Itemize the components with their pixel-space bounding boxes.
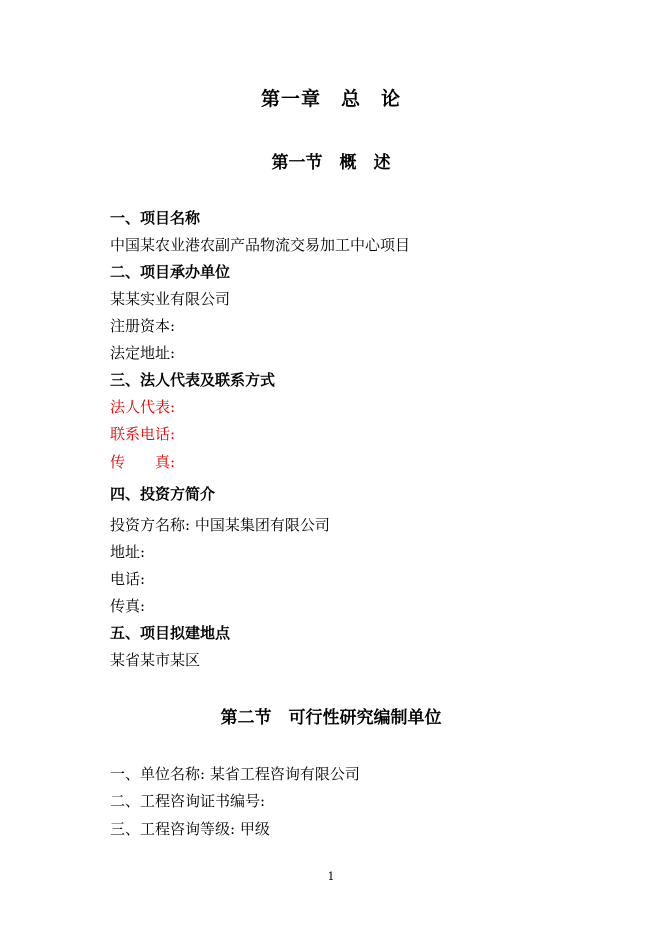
undertaker-name: 某某实业有限公司 — [110, 290, 231, 308]
chapter-title: 第一章 总 论 — [260, 88, 401, 110]
heading-legal-rep: 三、法人代表及联系方式 — [110, 371, 276, 389]
investor-fax: 传真: — [110, 597, 146, 615]
heading-investor: 四、投资方简介 — [110, 485, 216, 503]
compiler-unit-name: 一、单位名称: 某省工程咨询有限公司 — [110, 765, 360, 783]
fax-field: 传 真: — [110, 453, 176, 471]
heading-site: 五、项目拟建地点 — [110, 624, 231, 642]
compiler-grade: 三、工程咨询等级: 甲级 — [110, 820, 270, 838]
site-value: 某省某市某区 — [110, 651, 201, 669]
investor-address: 地址: — [110, 543, 146, 561]
legal-rep-field: 法人代表: — [110, 398, 176, 416]
section-title-compiler: 第二节 可行性研究编制单位 — [220, 708, 442, 728]
legal-address: 法定地址: — [110, 344, 176, 362]
heading-undertaker: 二、项目承办单位 — [110, 263, 231, 281]
registered-capital: 注册资本: — [110, 317, 176, 335]
contact-phone-field: 联系电话: — [110, 425, 176, 443]
investor-name: 投资方名称: 中国某集团有限公司 — [110, 516, 330, 534]
project-name-value: 中国某农业港农副产品物流交易加工中心项目 — [110, 236, 411, 254]
section-title-overview: 第一节 概 述 — [271, 153, 391, 173]
compiler-cert-number: 二、工程咨询证书编号: — [110, 792, 266, 810]
page-number: 1 — [327, 870, 335, 883]
investor-phone: 电话: — [110, 570, 146, 588]
heading-project-name: 一、项目名称 — [110, 209, 201, 227]
